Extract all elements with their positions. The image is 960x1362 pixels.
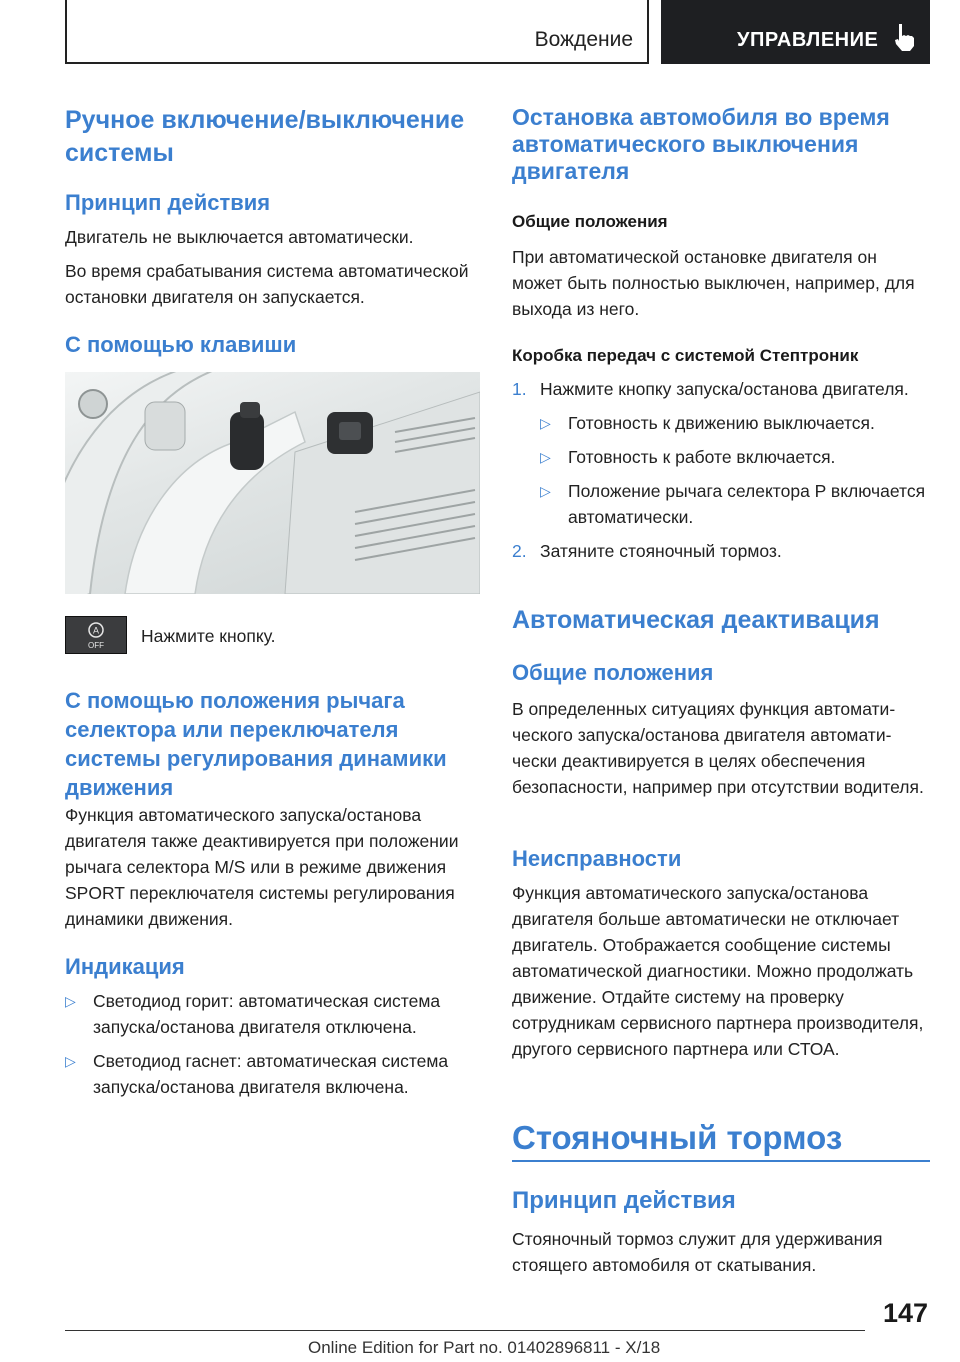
list-item: 1. Нажмите кнопку запуска/останова двигателя. ▷ Готовность к движению выключается. ▷ Готовность к работе включается. ▷ Положение рычага селектора P включается автоматически.: [512, 376, 930, 530]
general-paragraph: При автоматической остановке двигателя он может быть полностью выключен, например, для выхода из него.: [512, 247, 915, 319]
triangle-bullet-icon: ▷: [65, 993, 76, 1009]
button-caption: Нажмите кнопку.: [141, 626, 276, 646]
footer-rule: [65, 1330, 865, 1331]
header-section-box: [65, 0, 649, 64]
page-number: 147: [882, 1298, 928, 1328]
svg-text:A: A: [92, 625, 100, 636]
parking-principle-heading: Принцип действия: [512, 1187, 736, 1214]
selector-method-paragraph: Функция автоматического запуска/останова двигателя также деактивируется при положении рычага селектора M/S или в режиме движения SPORT переключателя системы регулирования динамики движения.: [65, 805, 459, 929]
list-item: ▷ Светодиод горит: автоматическая система запуска/останова двигателя отключена.: [65, 988, 480, 1040]
general-heading: Общие положения: [512, 212, 668, 231]
svg-text:OFF: OFF: [88, 641, 104, 650]
list-item: ▷ Положение рычага селектора P включается автоматически.: [540, 478, 930, 530]
selector-method-heading: С помощью положения рычага селектора или переключателя системы регулирования динамики движения: [65, 688, 447, 800]
steptronic-steps: [512, 376, 930, 572]
principle-paragraph-1: Двигатель не выключается автоматически.: [65, 227, 414, 247]
auto-general-heading: Общие положения: [512, 660, 714, 685]
principle-paragraph-2: Во время срабатывания система автоматической остановки двигателя он запускается.: [65, 261, 469, 307]
step1-sublist: [540, 410, 930, 530]
dashboard-photo: [65, 372, 480, 594]
triangle-bullet-icon: ▷: [540, 449, 551, 465]
parking-brake-title: Стояночный тормоз: [512, 1119, 843, 1156]
principle-heading: Принцип действия: [65, 190, 271, 215]
indication-list: [65, 988, 480, 1108]
pointing-hand-icon: [893, 22, 919, 52]
malfunctions-heading: Неисправности: [512, 846, 682, 871]
list-item: ▷ Готовность к работе включается.: [540, 444, 930, 470]
stop-during-auto-off-title: Остановка автомобиля во время автоматического выключения двигателя: [512, 104, 890, 184]
list-item: ▷ Светодиод гаснет: автоматическая система запуска/останова двигателя включена.: [65, 1048, 480, 1100]
button-method-heading: С помощью клавиши: [65, 332, 297, 357]
header-section-label: Вождение: [534, 28, 633, 51]
dashboard-illustration: [65, 372, 480, 594]
malfunctions-paragraph: Функция автоматического запуска/останова двигателя больше автоматически не отключает двигатель. Отображается сообщение системы автоматической диагностики. Можно продолжать движение. Отдайте систему на проверку сотрудникам сервисного партнера производителя, другого сервисного партнера или СТОА.: [512, 883, 924, 1059]
triangle-bullet-icon: ▷: [65, 1053, 76, 1069]
triangle-bullet-icon: ▷: [540, 483, 551, 499]
footer-edition: Online Edition for Part no. 01402896811 - X/18: [308, 1338, 661, 1357]
steptronic-heading: Коробка передач с системой Стептроник: [512, 346, 859, 365]
triangle-bullet-icon: ▷: [540, 415, 551, 431]
header-chapter-box: [661, 0, 930, 64]
auto-start-stop-off-button-icon: [65, 616, 127, 654]
manual-toggle-title: Ручное включение/выключение системы: [65, 106, 465, 167]
header-chapter-label: УПРАВЛЕНИЕ: [737, 29, 879, 51]
indication-heading: Индикация: [65, 954, 185, 979]
auto-start-stop-icon: [66, 617, 126, 653]
auto-deactivation-heading: Автоматическая деактивация: [512, 606, 880, 634]
auto-deactivation-paragraph: В определенных ситуациях функция автоматического запуска/останова двигателя автоматически деактивируется в целях обеспечения безопасности, например при отсутствии водителя.: [512, 699, 924, 797]
list-item: 2. Затяните стояночный тормоз.: [512, 541, 782, 561]
list-item: ▷ Готовность к движению выключается.: [540, 410, 930, 436]
parking-principle-paragraph: Стояночный тормоз служит для удерживания стоящего автомобиля от скатывания.: [512, 1229, 883, 1275]
title-rule: [512, 1160, 930, 1162]
